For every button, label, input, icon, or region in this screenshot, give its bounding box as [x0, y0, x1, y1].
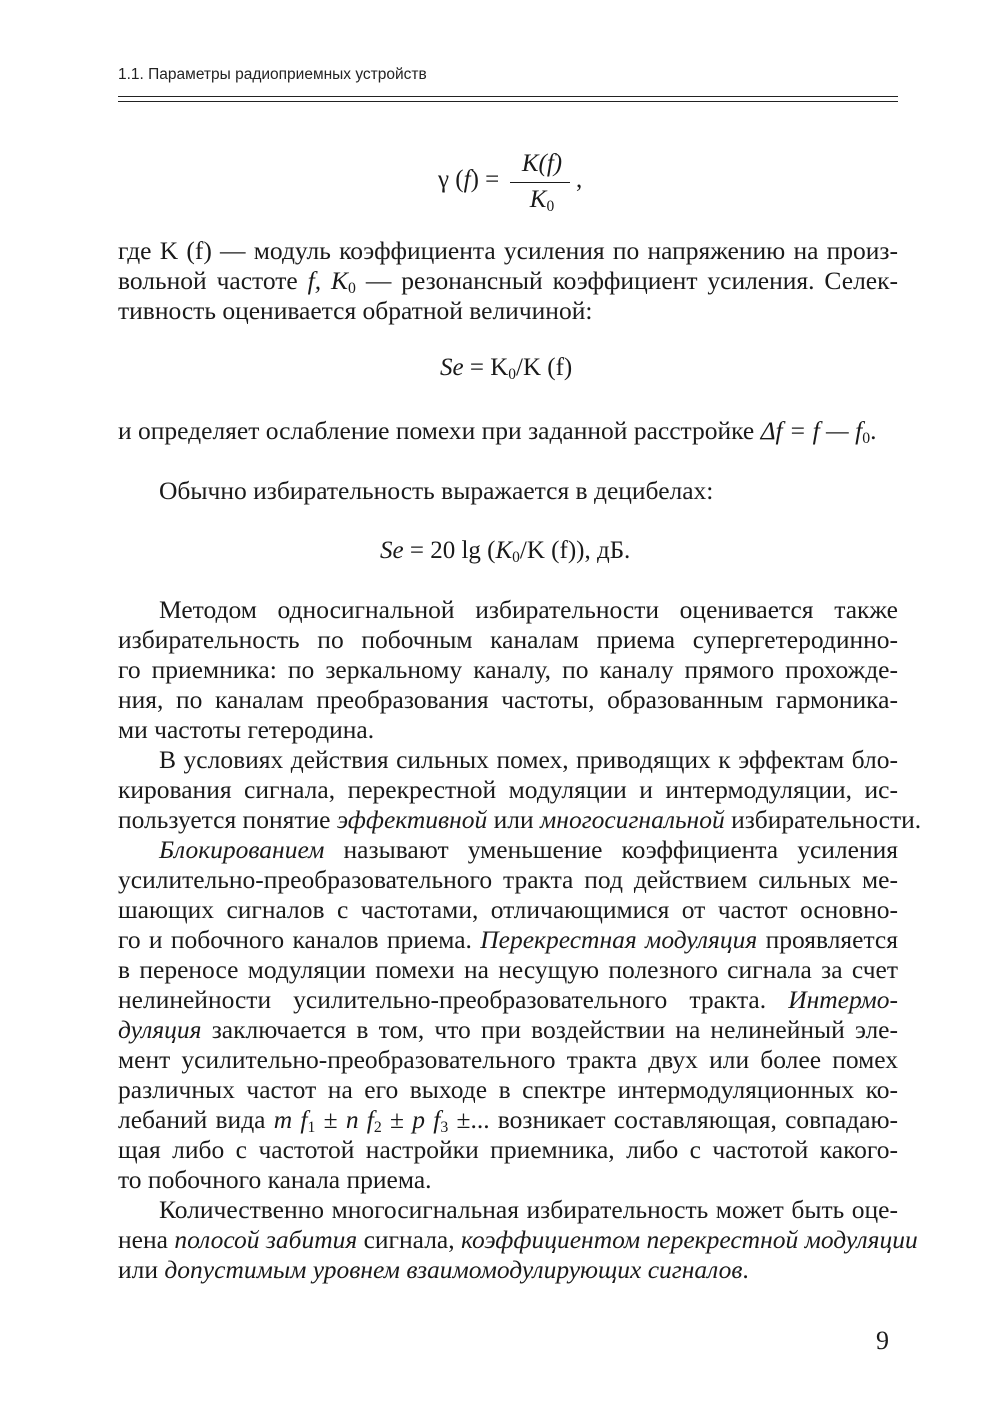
- text-line: нена полосой забития сигнала, коэффициентом перекрестной модуляции: [118, 1225, 918, 1254]
- formula-lhs: γ (f) =: [438, 166, 500, 193]
- running-header: 1.1. Параметры радиоприемных устройств: [118, 66, 427, 83]
- formula-denominator: $K_0$: [529, 186, 555, 215]
- text-line: различных частот на его выходе в спектре интермодуляционных ко-: [118, 1075, 898, 1104]
- text-line: в переносе модуляции помехи на несущую полезного сигнала за счет: [118, 955, 898, 984]
- text-line: шающих сигналов с частотами, отличающимися от частот основно-: [118, 895, 898, 924]
- text-line: Блокированием называют уменьшение коэффициента усиления: [159, 835, 898, 864]
- text-line: дуляция заключается в том, что при воздействии на нелинейный эле-: [118, 1015, 898, 1044]
- text-line: В условиях действия сильных помех, приводящих к эффектам бло-: [159, 745, 898, 774]
- page-number: 9: [876, 1326, 889, 1355]
- text-line: то побочного канала приема.: [118, 1165, 432, 1194]
- paragraph-strong-interference: [118, 745, 922, 835]
- text-line: ния, по каналам преобразования частоты, образованным гармоника-: [118, 685, 898, 714]
- header-rule-bottom: [118, 101, 898, 102]
- text-line: тивность оценивается обратной величиной:: [118, 296, 593, 325]
- text-line: и определяет ослабление помехи при заданной расстройке Δf = f — $f_0$.: [118, 416, 877, 447]
- formula-numerator: K(f): [521, 150, 563, 177]
- formula-se-db: Se = 20 $\lg (K_0/K$ (f)), дБ.: [380, 537, 631, 566]
- header-rule-top: [118, 96, 898, 97]
- text-line: Количественно многосигнальная избирательность может быть оце-: [159, 1195, 898, 1224]
- text-line: ми частоты гетеродина.: [118, 715, 375, 744]
- paragraph-multisignal: [118, 1195, 918, 1285]
- formula-comma: ,: [576, 166, 583, 193]
- text-line: лебаний вида m $f_1 \pm n$ $f_2 \pm p$ $f_3$ ±... возникает составляющая, совпадаю-: [118, 1105, 899, 1136]
- text-line: го и побочного каналов приема. Перекрестная модуляция проявляется: [118, 925, 898, 954]
- text-line: где K (f) — модуль коэффициента усиления по напряжению на произ-: [118, 236, 898, 265]
- text-line: вольной частоте f, $K_0$ — резонансный коэффициент усиления. Селек-: [118, 266, 898, 297]
- text-line: избирательность по побочным каналам приема супергетеродинно-: [118, 625, 898, 654]
- text-line: Обычно избирательность выражается в децибелах:: [159, 476, 714, 505]
- paragraph-gain-definition: [118, 236, 898, 326]
- text-line: го приемника: по зеркальному каналу, по каналу прямого прохожде-: [118, 655, 898, 684]
- text-line: кирования сигнала, перекрестной модуляции и интермодуляции, ис-: [118, 775, 898, 804]
- paragraph-single-signal: [118, 595, 898, 745]
- text-line: или допустимым уровнем взаимомодулирующих сигналов.: [118, 1255, 749, 1284]
- text-line: щая либо с частотой настройки приемника, либо с частотой какого-: [118, 1135, 898, 1164]
- paragraph-attenuation: [118, 416, 898, 446]
- text-line: пользуется понятие эффективной или многосигнальной избирательности.: [118, 805, 922, 834]
- fraction-bar: [510, 182, 570, 183]
- text-line: нелинейности усилительно-преобразовательного тракта. Интермо-: [118, 985, 898, 1014]
- formula-se: $Se = K_0/K$ (f): [440, 354, 573, 383]
- text-line: Методом односигнальной избирательности оценивается также: [159, 595, 898, 624]
- text-line: усилительно-преобразовательного тракта под действием сильных ме-: [118, 865, 898, 894]
- paragraph-decibels: [118, 476, 898, 506]
- paragraph-blocking: [118, 835, 898, 1195]
- text-line: мент усилительно-преобразовательного тракта двух или более помех: [118, 1045, 898, 1074]
